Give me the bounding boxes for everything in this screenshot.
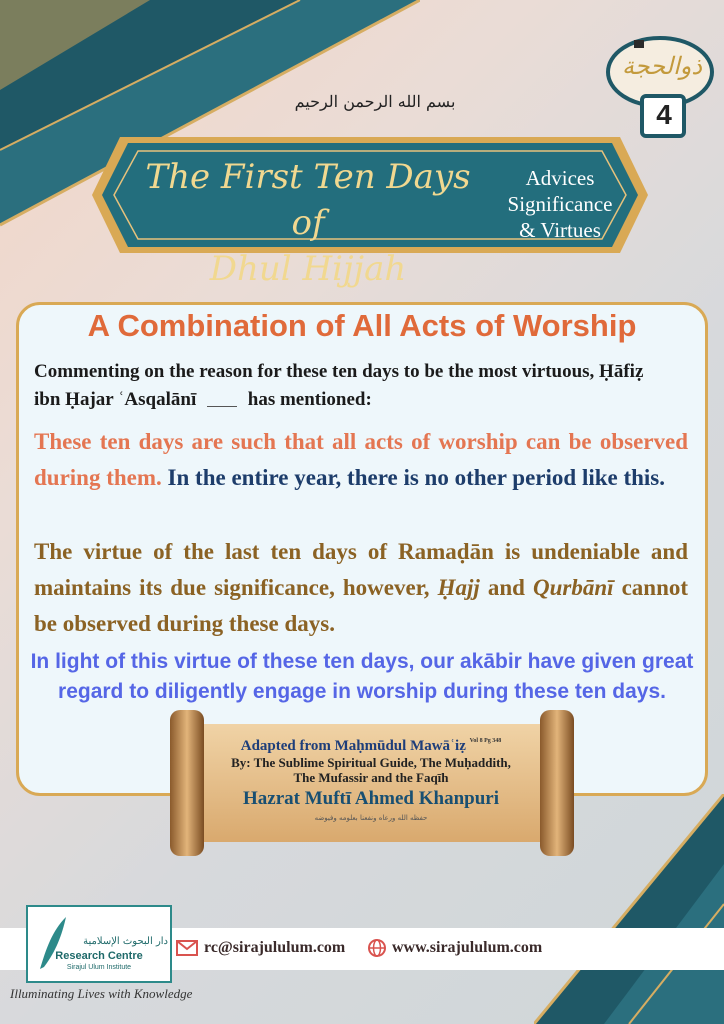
subtitle-advices: Advices <box>525 166 595 190</box>
page-title <box>128 154 488 292</box>
author-name: Hazrat Muftī Ahmed Khanpuri <box>243 788 499 809</box>
website-contact[interactable] <box>368 939 542 957</box>
highlighted-statement: These ten days are such that all acts of worship can be observed during them. <box>34 429 688 490</box>
paragraph-akabir: In light of this virtue of these ten days, our akābir have given great regard to diligently engage in worship during these ten days. <box>30 650 694 703</box>
globe-icon <box>368 939 386 957</box>
email-contact[interactable] <box>176 939 345 957</box>
author-titles <box>196 755 546 785</box>
card-heading: A Combination of All Acts of Worship <box>87 308 637 343</box>
title-line-1: The First Ten Days of <box>145 157 471 243</box>
hajj-term: Ḥajj <box>437 575 480 600</box>
badge-arabic-title: ذوالحجة <box>621 52 703 80</box>
volume-page: Vol 8 Pg 348 <box>469 738 502 744</box>
ramadan-text: The virtue of the last ten days of Ramaḍān is undeniable and maintains its due significance, however, <box>34 539 688 600</box>
logo-arabic: دار البحوث الإسلامية <box>83 936 168 947</box>
website-url[interactable]: www.sirajululum.com <box>392 939 543 956</box>
intro-paragraph <box>34 358 674 414</box>
statement-continuation: In the entire year, there is no other period like this. <box>167 465 666 490</box>
honorific-seal-icon <box>207 390 237 407</box>
by-line-2: The Mufassir and the Faqīh <box>293 770 449 785</box>
badge-number: 4 <box>656 99 672 130</box>
qurbani-term: Qurbānī <box>532 575 614 600</box>
intro-text-end: has mentioned: <box>247 389 372 410</box>
adapted-from <box>196 738 546 755</box>
banner-subtitle <box>485 165 635 243</box>
paragraph-ramadan <box>34 534 688 642</box>
by-line-1: By: The Sublime Spiritual Guide, The Muḥaddith, <box>231 755 511 770</box>
source-citation <box>196 738 546 822</box>
mail-icon <box>176 940 198 956</box>
title-line-2: Dhul Hijjah <box>209 249 407 289</box>
email-address[interactable]: rc@sirajululum.com <box>204 939 346 956</box>
subtitle-virtues: & Virtues <box>519 218 601 242</box>
logo-subtitle: Sirajul Ulum Institute <box>66 964 132 971</box>
bismillah: بسم الله الرحمن الرحيم <box>294 92 456 111</box>
logo-title: Research Centre <box>55 950 143 962</box>
tagline: Illuminating Lives with Knowledge <box>10 986 193 1001</box>
intro-text: Commenting on the reason for these ten days to be the most virtuous, Ḥāfiẓ ibn Ḥajar ʿAsqalānī <box>34 361 644 410</box>
book-title: Adapted from Maḥmūdul Mawāʿiẓ <box>240 738 466 754</box>
ramadan-text-end: cannot be observed during these days. <box>34 575 689 636</box>
paragraph-worship <box>34 424 688 496</box>
author-dua: حفظه الله ورعاه ونفعنا بعلومه وفيوضه <box>314 814 428 822</box>
subtitle-significance: Significance <box>507 192 613 216</box>
conjunction: and <box>487 575 525 600</box>
